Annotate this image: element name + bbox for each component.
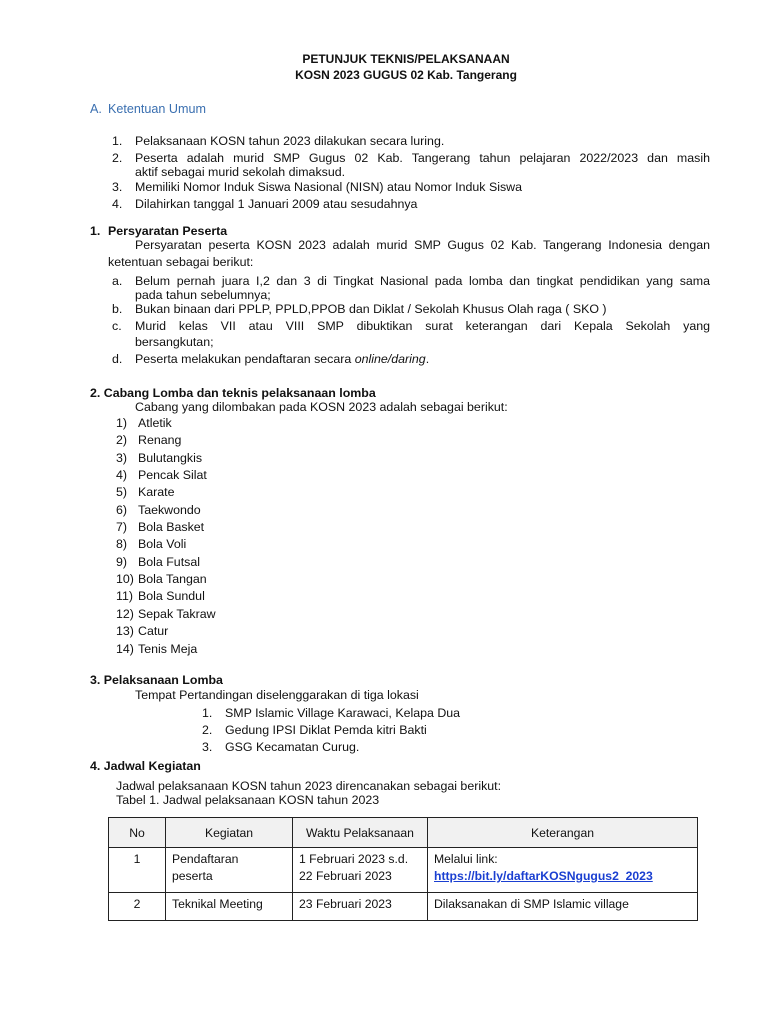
section-1-marker: 1. [90, 224, 101, 238]
list-item-number: 4) [116, 468, 128, 482]
section-1-heading: Persyaratan Peserta [108, 224, 228, 238]
section-a-heading: Ketentuan Umum [108, 102, 207, 116]
section-a-marker: A. [90, 102, 102, 116]
cell-waktu: 23 Februari 2023 [293, 893, 428, 921]
list-item: Memiliki Nomor Induk Siswa Nasional (NISN) atau Nomor Induk Siswa [135, 180, 522, 194]
list-item: Bola Futsal [138, 555, 200, 569]
cell-line: Pendaftaran [172, 852, 239, 866]
list-item-number: 5) [116, 485, 128, 499]
doc-title-line-2: KOSN 2023 GUGUS 02 Kab. Tangerang [295, 68, 517, 82]
list-item-text: Peserta melakukan pendaftaran secara [135, 352, 352, 366]
cell-keterangan [428, 848, 698, 893]
schedule-table [108, 817, 698, 921]
list-item-number: 1. [202, 706, 213, 720]
section-3-intro: Tempat Pertandingan diselenggarakan di tiga lokasi [135, 688, 419, 702]
list-item-number: 10) [116, 572, 134, 586]
column-header-kegiatan: Kegiatan [166, 818, 293, 848]
list-item: Karate [138, 485, 175, 499]
list-item: Bola Sundul [138, 589, 205, 603]
cell-no: 1 [109, 848, 166, 893]
section-4-intro: Jadwal pelaksanaan KOSN tahun 2023 direncanakan sebagai berikut: [116, 779, 502, 793]
list-item-number: 2. [202, 723, 213, 737]
table-caption: Tabel 1. Jadwal pelaksanaan KOSN tahun 2023 [116, 793, 380, 807]
cell-line: Melalui link: [434, 852, 498, 866]
table-header-row [109, 818, 698, 848]
list-item: Renang [138, 433, 182, 447]
section-4-heading: 4. Jadwal Kegiatan [90, 759, 201, 773]
list-item-number: 1) [116, 416, 128, 430]
list-item: Bola Voli [138, 537, 187, 551]
cell-waktu [293, 848, 428, 893]
list-item-number: 11) [116, 589, 133, 603]
list-item: Dilahirkan tanggal 1 Januari 2009 atau sesudahnya [135, 197, 418, 211]
list-item: Sepak Takraw [138, 607, 216, 621]
list-item-italic: online/daring [354, 352, 426, 366]
list-item-number: 7) [116, 520, 128, 534]
table-row [109, 893, 698, 921]
doc-title-line-1: PETUNJUK TEKNIS/PELAKSANAAN [302, 52, 510, 66]
registration-link[interactable]: https://bit.ly/daftarKOSNgugus2_2023 [434, 869, 653, 883]
section-2-intro: Cabang yang dilombakan pada KOSN 2023 adalah sebagai berikut: [135, 400, 508, 414]
list-item-end: . [425, 352, 430, 366]
column-header-no: No [109, 818, 166, 848]
list-item-number: 8) [116, 537, 128, 551]
list-item-number: 3) [116, 451, 128, 465]
list-item-number: 4. [112, 197, 123, 211]
list-item [135, 352, 429, 366]
list-item: GSG Kecamatan Curug. [225, 740, 360, 754]
list-item-number: 3. [112, 180, 123, 194]
list-item: SMP Islamic Village Karawaci, Kelapa Dua [225, 706, 461, 720]
column-header-keterangan: Keterangan [428, 818, 698, 848]
list-item: Bukan binaan dari PPLP, PPLD,PPOB dan Diklat / Sekolah Khusus Olah raga ( SKO ) [135, 302, 607, 316]
cell-no: 2 [109, 893, 166, 921]
section-1-intro-continued: ketentuan sebagai berikut: [108, 255, 254, 269]
section-1-intro: Persyaratan peserta KOSN 2023 adalah murid SMP Gugus 02 Kab. Tangerang Indonesia dengan [135, 238, 710, 252]
cell-kegiatan [166, 848, 293, 893]
list-item-continued: aktif sebagai murid sekolah dimaksud. [135, 165, 346, 179]
list-item-continued: pada tahun sebelumnya; [135, 288, 271, 302]
cell-line: 22 Februari 2023 [299, 869, 392, 883]
list-item-number: 2) [116, 433, 128, 447]
list-item-continued: bersangkutan; [135, 335, 214, 349]
list-item-number: 9) [116, 555, 128, 569]
list-item-letter: d. [112, 352, 123, 366]
list-item: Peserta adalah murid SMP Gugus 02 Kab. Tangerang tahun pelajaran 2022/2023 dan masih [135, 151, 710, 165]
cell-line: peserta [172, 869, 213, 883]
cell-kegiatan: Teknikal Meeting [166, 893, 293, 921]
list-item: Bulutangkis [138, 451, 203, 465]
list-item: Bola Basket [138, 520, 205, 534]
list-item: Pencak Silat [138, 468, 207, 482]
list-item: Pelaksanaan KOSN tahun 2023 dilakukan secara luring. [135, 134, 445, 148]
list-item-number: 14) [116, 642, 134, 656]
list-item: Belum pernah juara I,2 dan 3 di Tingkat Nasional pada lomba dan tingkat pendidikan yang sama [135, 274, 710, 288]
list-item-letter: a. [112, 274, 123, 288]
list-item-number: 3. [202, 740, 213, 754]
list-item-number: 12) [116, 607, 134, 621]
list-item-number: 6) [116, 503, 128, 517]
list-item: Catur [138, 624, 169, 638]
list-item-letter: c. [112, 319, 122, 333]
list-item: Atletik [138, 416, 172, 430]
cell-line: 1 Februari 2023 s.d. [299, 852, 409, 866]
list-item: Gedung IPSI Diklat Pemda kitri Bakti [225, 723, 427, 737]
column-header-waktu: Waktu Pelaksanaan [293, 818, 428, 848]
list-item: Tenis Meja [138, 642, 198, 656]
list-item: Bola Tangan [138, 572, 207, 586]
table-row [109, 848, 698, 893]
list-item: Taekwondo [138, 503, 201, 517]
section-3-heading: 3. Pelaksanaan Lomba [90, 673, 223, 687]
list-item-letter: b. [112, 302, 123, 316]
list-item: Murid kelas VII atau VIII SMP dibuktikan surat keterangan dari Kepala Sekolah yang [135, 319, 710, 333]
cell-keterangan: Dilaksanakan di SMP Islamic village [428, 893, 698, 921]
list-item-number: 2. [112, 151, 123, 165]
section-2-heading: 2. Cabang Lomba dan teknis pelaksanaan lomba [90, 386, 376, 400]
list-item-number: 1. [112, 134, 123, 148]
list-item-number: 13) [116, 624, 134, 638]
